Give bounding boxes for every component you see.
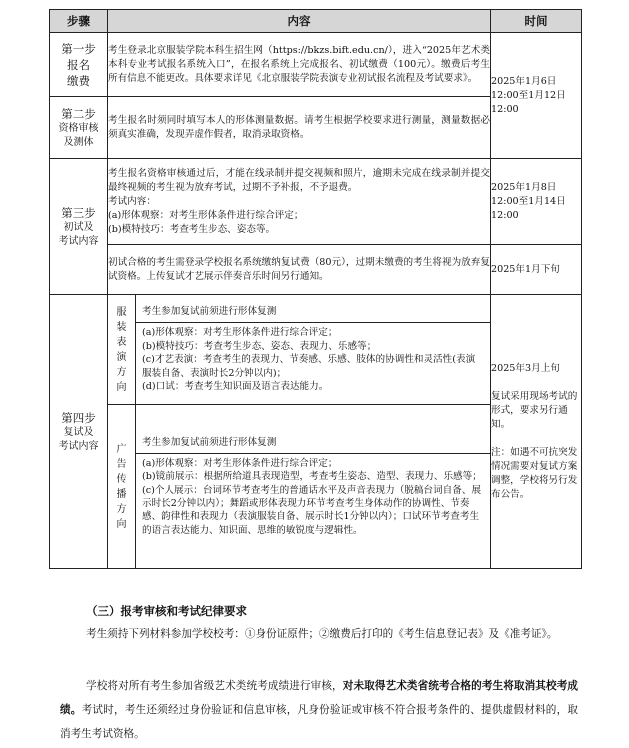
emphasis-text: 对未取得艺术类省统考合格的考生将取消其校考成绩。 [60,680,578,716]
header-time: 时间 [491,10,582,33]
step4-label: 第四步 复试及 考试内容 [50,295,108,569]
time-step3: 2025年1月8日12:00至1月14日12:00 [491,159,582,245]
time-step1-2: 2025年1月6日12:00至1月12日12:00 [491,33,582,159]
step1-content: 考生登录北京服装学院本科生招生网（https://bkzs.bift.edu.cn/），进入“2025年艺术类本科专业考试报名系统入口”，在报名系统上完成报名、初试缴费（100元）。缴费后考生所有信息不能更改。具体要求详见《北京服装学院表演专业初试报名流程及考试要求》。 [108,33,491,97]
step2-label: 第二步 资格审核 及测体 [50,97,108,159]
time-step3-fee: 2025年1月下旬 [491,245,582,295]
paragraph-review: 学校将对所有考生参加省级艺术类统考成绩进行审核，对未取得艺术类省统考合格的考生将取消其校考成绩。考试时，考生还须经过身份验证和信息审核，凡身份验证或审核不符合报考条件的、提供虚假材料的，取消考生考试资格。 [60,680,578,740]
section-title: （三）报考审核和考试纪律要求 [86,604,247,618]
direction-advertising-label: 广告传播方向 [108,405,136,569]
step2-content: 考生报名时须同时填写本人的形体测量数据。请考生根据学校要求进行测量，测量数据必须真实准确，发现弄虚作假者，取消录取资格。 [108,97,491,159]
table-row-step1 [50,33,582,97]
table-row-step3-fee [50,245,582,295]
direction-fashion-content: 考生参加复试前须进行形体复测 (a)形体观察：对考生形体条件进行综合评定； (b)模特技巧：考查考生步态、姿态、表现力、乐感等； (c)才艺表演：考查考生的表现力、节奏感、乐感、肢体的协调性和灵活性(表演服装自备、表演时长2分钟以内)； (d)口试：考查考生知识面及语言表达能力。 [136,295,491,405]
time-step4: 2025年3月上旬 复试采用现场考试的形式，要求另行通知。 注：如遇不可抗突发情况需要对复试方案调整，学校将另行发布公告。 [491,295,582,569]
step3-content: 考生报名资格审核通过后，才能在线录制并提交视频和照片，逾期未完成在线录制并提交最终视频的考生视为放弃考试，过期不予补报，不予退费。 考试内容： (a)形体观察：对考生形体条件进行综合评定； (b)模特技巧：考查考生步态、姿态等。 [108,159,491,245]
step3-fee-content: 初试合格的考生需登录学校报名系统缴纳复试费（80元），过期未缴费的考生将视为放弃复试资格。上传复试才艺展示伴奏音乐时间另行通知。 [108,245,491,295]
header-content: 内容 [108,10,491,33]
paragraph-materials: 考生须持下列材料参加学校校考：①身份证原件；②缴费后打印的《考生信息登记表》及《准考证》。 [86,628,558,640]
table-header-row [50,10,582,33]
header-step: 步骤 [50,10,108,33]
step3-label: 第三步 初试及 考试内容 [50,159,108,295]
direction-advertising-content: 考生参加复试前须进行形体复测 (a)形体观察：对考生形体条件进行综合评定； (b)镜前展示：根据所给道具表现造型，考查考生姿态、造型、表现力、乐感等； (c)个人展示：台词环节考查考生的普通话水平及声音表现力（脱稿台词自备、展示时长2分钟以内）；舞蹈或形体表现力环节考查考生身体动作的协调性、节奏感、韵律性和表现力（表演服装自备、展示时长1分钟以内）；口试环节考查考生的语言表达能力、知识面、思维的敏锐度与逻辑性。 [136,405,491,569]
table-row-step3 [50,159,582,245]
step1-label: 第一步 报名 缴费 [50,33,108,97]
direction-fashion-label: 服装表演方向 [108,295,136,405]
process-table [49,9,582,569]
table-row-step4-dir1 [50,295,582,405]
